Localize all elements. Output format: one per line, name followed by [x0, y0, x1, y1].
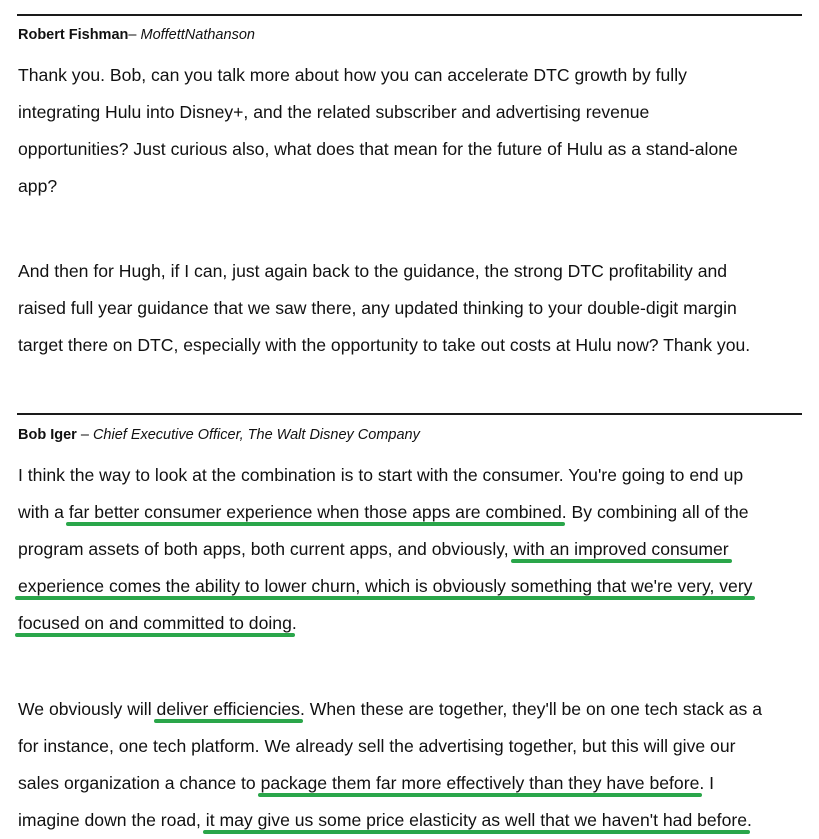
text-run: . By combining all of the [561, 502, 749, 522]
answerer-header [18, 425, 420, 445]
text-run: sales organization a chance to [18, 773, 261, 793]
text-line: I think the way to look at the combination is to start with the consumer. You're going to end up [18, 465, 744, 485]
section-divider-answer [17, 413, 802, 415]
text-run: . When these are together, they'll be on one tech stack as a [299, 699, 763, 719]
speaker-title: Chief Executive Officer, The Walt Disney Company [92, 427, 420, 443]
highlighted-phrase: package them far more effectively than they have before [260, 773, 700, 793]
text-line: integrating Hulu into Disney+, and the related subscriber and advertising revenue [18, 102, 650, 122]
questioner-header [18, 25, 255, 45]
highlighted-phrase: experience comes the ability to lower churn, which is obviously something that we're very, very [18, 576, 753, 596]
highlighted-phrase: focused on and committed to doing [18, 613, 292, 633]
text-run: imagine down the road, [18, 810, 206, 830]
text-line [18, 531, 808, 568]
speaker-separator: – [128, 27, 137, 43]
text-line: raised full year guidance that we saw there, any updated thinking to your double-digit margin [18, 298, 737, 318]
text-run: program assets of both apps, both current apps, and obviously, [18, 539, 514, 559]
speaker-name: Bob Iger [18, 427, 77, 443]
text-line [18, 568, 808, 605]
text-line [18, 691, 808, 728]
text-line: for instance, one tech platform. We already sell the advertising together, but this will give our [18, 736, 736, 756]
text-line [18, 765, 808, 802]
section-divider-top [17, 14, 802, 16]
text-line: Thank you. Bob, can you talk more about how you can accelerate DTC growth by fully [18, 65, 687, 85]
highlighted-phrase: with an improved consumer [513, 539, 729, 559]
question-paragraph-2 [18, 253, 808, 364]
text-line [18, 605, 808, 642]
text-run: . I [699, 773, 715, 793]
text-run: with a [18, 502, 69, 522]
answer-paragraph-1 [18, 457, 808, 642]
text-line: And then for Hugh, if I can, just again back to the guidance, the strong DTC profitability and [18, 261, 728, 281]
text-line [18, 802, 808, 839]
highlighted-phrase: far better consumer experience when those apps are combined [68, 502, 562, 522]
highlighted-phrase: deliver efficiencies [156, 699, 300, 719]
text-line: target there on DTC, especially with the opportunity to take out costs at Hulu now? Thank you. [18, 335, 751, 355]
highlighted-phrase: it may give us some price elasticity as well that we haven't had before [205, 810, 748, 830]
text-run: We obviously will [18, 699, 157, 719]
text-line: opportunities? Just curious also, what does that mean for the future of Hulu as a stand-alone [18, 139, 738, 159]
text-run: . [291, 613, 297, 633]
text-line: app? [18, 176, 58, 196]
text-line [18, 494, 808, 531]
answer-paragraph-2 [18, 691, 808, 839]
speaker-separator: – [76, 427, 93, 443]
speaker-name: Robert Fishman [18, 27, 129, 43]
text-run: . [747, 810, 752, 830]
question-paragraph-1 [18, 57, 808, 205]
speaker-affiliation: MoffettNathanson [140, 27, 255, 43]
